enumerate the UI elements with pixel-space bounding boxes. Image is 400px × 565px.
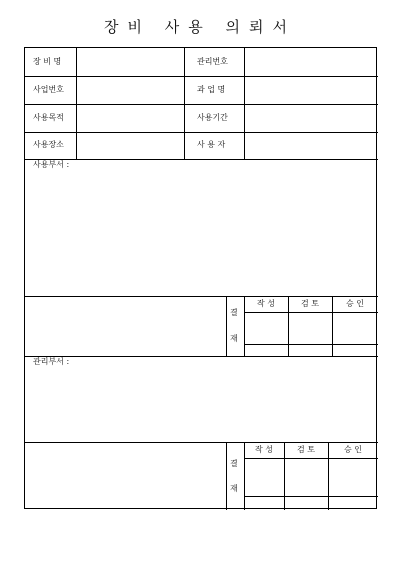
- approval-col-approve: 승 인: [346, 299, 364, 308]
- approval-col-write: 작 성: [257, 299, 275, 308]
- approval-label-top: 결: [230, 459, 238, 468]
- label-location: 사용장소: [33, 140, 64, 149]
- purpose-field[interactable]: [77, 105, 184, 132]
- label-business-no: 사업번호: [33, 85, 64, 94]
- using-dept-content[interactable]: [25, 172, 378, 296]
- approval-label-bottom: 재: [230, 484, 238, 493]
- equipment-name-field[interactable]: [77, 48, 184, 76]
- managing-dept-content[interactable]: [25, 369, 378, 442]
- col-divider: [184, 48, 185, 159]
- document-title: 장비 사용 의뢰서: [104, 18, 296, 36]
- section-divider: [25, 442, 378, 443]
- user-field[interactable]: [245, 133, 378, 159]
- sign-box-approve[interactable]: [329, 459, 378, 496]
- sign-box-review[interactable]: [285, 459, 328, 496]
- task-name-field[interactable]: [245, 77, 378, 104]
- label-user: 사 용 자: [197, 140, 226, 149]
- approval-divider: [226, 296, 227, 356]
- approval-col-review: 검 토: [297, 445, 315, 454]
- business-no-field[interactable]: [77, 77, 184, 104]
- managing-dept-label: 관리부서 :: [33, 357, 70, 366]
- management-no-field[interactable]: [245, 48, 378, 76]
- sign-box-approve[interactable]: [333, 313, 378, 344]
- approval-label-bottom: 재: [230, 334, 238, 343]
- sign-box-write[interactable]: [245, 459, 284, 496]
- sign-box-write[interactable]: [245, 313, 288, 344]
- approval-sign-line: [244, 496, 378, 497]
- location-field[interactable]: [77, 133, 184, 159]
- sign-box-review[interactable]: [289, 313, 332, 344]
- section-divider: [25, 296, 378, 297]
- approval-label-top: 결: [230, 308, 238, 317]
- using-dept-label: 사용부서 :: [33, 160, 70, 169]
- period-field[interactable]: [245, 105, 378, 132]
- label-task-name: 과 업 명: [197, 85, 226, 94]
- approval-col-write: 작 성: [255, 445, 273, 454]
- approval-col-review: 검 토: [301, 299, 319, 308]
- approval-divider: [226, 442, 227, 510]
- form-frame: [24, 47, 377, 509]
- label-purpose: 사용목적: [33, 113, 64, 122]
- approval-col-approve: 승 인: [344, 445, 362, 454]
- row-divider: [25, 159, 378, 160]
- label-period: 사용기간: [197, 113, 228, 122]
- label-equipment-name: 장 비 명: [33, 57, 62, 66]
- label-management-no: 관리번호: [197, 57, 228, 66]
- section-divider: [25, 356, 378, 357]
- approval-sign-line: [244, 344, 378, 345]
